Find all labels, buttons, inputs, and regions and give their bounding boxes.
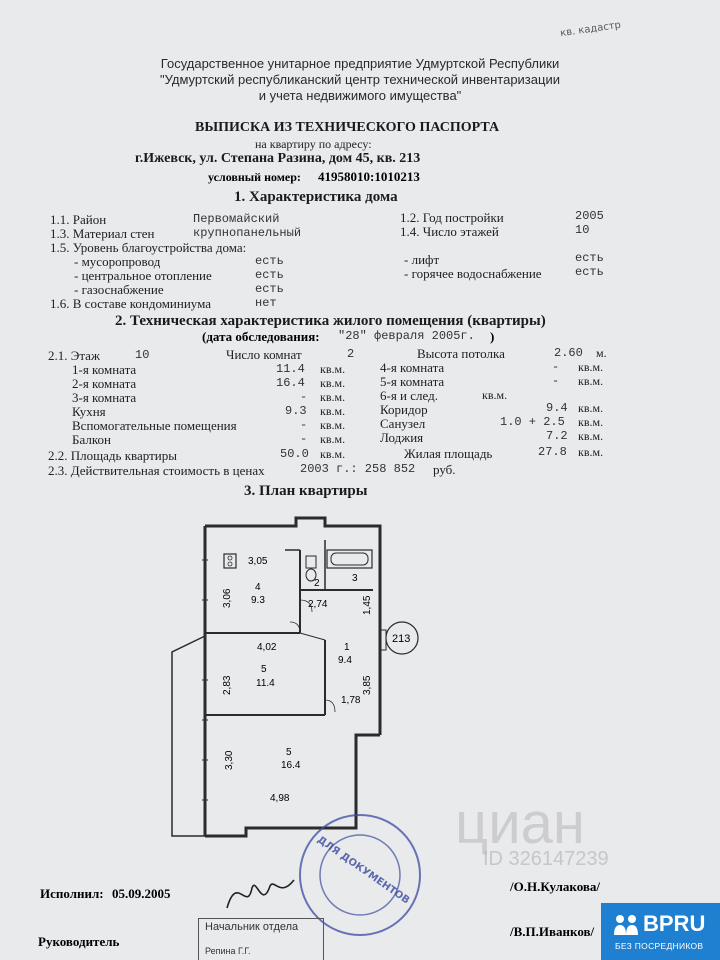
total-unit: кв.м. bbox=[320, 447, 346, 461]
ceiling-unit: м. bbox=[596, 346, 607, 360]
loggia-label: Лоджия bbox=[380, 430, 424, 445]
room1-value: 11.4 bbox=[276, 362, 305, 376]
floors-label: 1.4. Число этажей bbox=[400, 224, 499, 239]
room2-num: 2 bbox=[314, 578, 320, 589]
bpru-tagline: БЕЗ ПОСРЕДНИКОВ bbox=[615, 941, 704, 951]
room3-label: 3-я комната bbox=[72, 390, 137, 405]
survey-date: "28" февраля 2005г. bbox=[338, 329, 475, 343]
signature bbox=[222, 868, 302, 918]
garbage-value: есть bbox=[255, 254, 284, 268]
room1-label: 1-я комната bbox=[72, 362, 137, 377]
hotwater-value: есть bbox=[575, 265, 604, 279]
dim-305: 3,05 bbox=[248, 556, 268, 567]
kitchen-label: Кухня bbox=[72, 404, 106, 419]
corridor-unit: кв.м. bbox=[578, 401, 604, 415]
floor-value: 10 bbox=[135, 348, 150, 362]
condo-value: нет bbox=[255, 296, 277, 310]
hotwater-label: - горячее водоснабжение bbox=[404, 266, 542, 281]
survey-prefix: (дата обследования: bbox=[202, 329, 320, 344]
balcony-value: - bbox=[300, 432, 308, 446]
aux-label: Вспомогательные помещения bbox=[72, 418, 237, 433]
corridor-label: Коридор bbox=[380, 402, 428, 417]
living-label: Жилая площадь bbox=[404, 446, 493, 461]
watermark-id: ID 326147239 bbox=[483, 848, 609, 870]
total-value: 50.0 bbox=[280, 447, 309, 461]
cond-number-label: условный номер: bbox=[208, 170, 301, 184]
room5-label: 5-я комната bbox=[380, 374, 445, 389]
bpru-badge[interactable] bbox=[601, 903, 720, 960]
bath-unit: кв.м. bbox=[578, 415, 604, 429]
room1-area: 9.4 bbox=[338, 655, 352, 666]
room5a-num: 5 bbox=[261, 664, 267, 675]
wall-label: 1.3. Материал стен bbox=[50, 226, 155, 241]
heating-label: - центральное отопление bbox=[74, 268, 212, 283]
floor-label: 2.1. Этаж bbox=[48, 348, 100, 363]
wall-value: крупнопанельный bbox=[193, 226, 302, 240]
room6-label: 6-я и след. bbox=[380, 388, 438, 403]
room5-value: - bbox=[552, 374, 560, 388]
year-value: 2005 bbox=[575, 209, 604, 223]
cost-label: 2.3. Действительная стоимость в ценах bbox=[48, 463, 265, 478]
stamp-head: Начальник отдела bbox=[205, 921, 299, 933]
balcony-label: Балкон bbox=[72, 432, 111, 447]
living-unit: кв.м. bbox=[578, 445, 604, 459]
ceiling-value: 2.60 bbox=[554, 346, 583, 360]
kitchen-value: 9.3 bbox=[285, 404, 307, 418]
room2-unit: кв.м. bbox=[320, 376, 346, 390]
flat-number: 213 bbox=[392, 633, 411, 645]
dim-498: 4,98 bbox=[270, 793, 290, 804]
dim-330: 3,30 bbox=[224, 750, 235, 770]
watermark-logo: циан bbox=[455, 791, 585, 856]
section3-title: 3. План квартиры bbox=[244, 483, 368, 499]
rooms-value: 2 bbox=[347, 347, 355, 361]
dim-283: 2,83 bbox=[222, 675, 233, 695]
doc-address: г.Ижевск, ул. Степана Разина, дом 45, кв. 213 bbox=[135, 151, 421, 166]
room2-value: 16.4 bbox=[276, 376, 305, 390]
district-value: Первомайский bbox=[193, 212, 280, 226]
bath-label: Санузел bbox=[380, 416, 426, 431]
dim-306: 3,06 bbox=[222, 588, 233, 608]
living-value: 27.8 bbox=[538, 445, 567, 459]
survey-suffix: ) bbox=[490, 329, 495, 344]
balcony-unit: кв.м. bbox=[320, 432, 346, 446]
head-label: Руководитель bbox=[38, 934, 120, 949]
condo-label: 1.6. В составе кондоминиума bbox=[50, 296, 212, 311]
people-icon bbox=[613, 913, 639, 937]
kitchen-unit: кв.м. bbox=[320, 404, 346, 418]
doc-title: ВЫПИСКА ИЗ ТЕХНИЧЕСКОГО ПАСПОРТА bbox=[195, 120, 500, 135]
room5-unit: кв.м. bbox=[578, 374, 604, 388]
heating-value: есть bbox=[255, 268, 284, 282]
section2-title: 2. Техническая характеристика жилого помещения (квартиры) bbox=[115, 313, 546, 329]
lift-label: - лифт bbox=[404, 252, 440, 267]
room1-num: 1 bbox=[344, 642, 350, 653]
aux-value: - bbox=[300, 418, 308, 432]
head-name: /В.П.Иванков/ bbox=[510, 924, 595, 939]
ceiling-label: Высота потолка bbox=[417, 346, 505, 361]
floors-value: 10 bbox=[575, 223, 590, 237]
stamp-name: Репина Г.Г. bbox=[205, 946, 251, 956]
garbage-label: - мусоропровод bbox=[74, 254, 161, 269]
total-label: 2.2. Площадь квартиры bbox=[48, 448, 177, 463]
section1-title: 1. Характеристика дома bbox=[234, 189, 398, 205]
rooms-label: Число комнат bbox=[226, 347, 302, 362]
room5b-area: 16.4 bbox=[281, 760, 301, 771]
bath-value: 1.0 + 2.5 bbox=[500, 415, 565, 429]
room6-unit: кв.м. bbox=[482, 388, 508, 402]
dim-145: 1,45 bbox=[362, 595, 373, 615]
executed-label: Исполнил: bbox=[40, 886, 104, 901]
corridor-value: 9.4 bbox=[546, 401, 568, 415]
gas-label: - газоснабжение bbox=[74, 282, 164, 297]
executed-date: 05.09.2005 bbox=[112, 886, 171, 901]
org-line-3: и учета недвижимого имущества" bbox=[258, 88, 462, 103]
year-label: 1.2. Год постройки bbox=[400, 210, 504, 225]
room4-unit: кв.м. bbox=[578, 360, 604, 374]
room3-num: 3 bbox=[352, 573, 358, 584]
room3-unit: кв.м. bbox=[320, 390, 346, 404]
cost-unit: руб. bbox=[433, 462, 456, 477]
handwritten-note: кв. кадастр bbox=[559, 19, 622, 40]
dim-385: 3,85 bbox=[362, 675, 373, 695]
doc-subtitle: на квартиру по адресу: bbox=[255, 137, 372, 151]
dim-402: 4,02 bbox=[257, 642, 277, 653]
executor-name: /О.Н.Кулакова/ bbox=[510, 879, 601, 894]
cond-number: 41958010:1010213 bbox=[318, 169, 420, 184]
dim-274: 2,74 bbox=[308, 599, 328, 610]
room1-unit: кв.м. bbox=[320, 362, 346, 376]
district-label: 1.1. Район bbox=[50, 212, 107, 227]
cost-value: 2003 г.: 258 852 bbox=[300, 462, 416, 476]
amenities-label: 1.5. Уровень благоустройства дома: bbox=[50, 240, 247, 255]
room4-num: 4 bbox=[255, 582, 261, 593]
room5b-num: 5 bbox=[286, 747, 292, 758]
org-line-2: "Удмуртский республиканский центр технической инвентаризации bbox=[160, 72, 560, 87]
room4-value: - bbox=[552, 360, 560, 374]
org-line-1: Государственное унитарное предприятие Удмуртской Республики bbox=[160, 56, 560, 71]
floor-plan bbox=[160, 512, 440, 842]
aux-unit: кв.м. bbox=[320, 418, 346, 432]
room5a-area: 11.4 bbox=[256, 678, 275, 689]
stamp-text: ДЛЯ ДОКУМЕНТОВ bbox=[315, 834, 412, 907]
loggia-value: 7.2 bbox=[546, 429, 568, 443]
dim-178: 1,78 bbox=[341, 695, 361, 706]
room2-label: 2-я комната bbox=[72, 376, 137, 391]
room4-label: 4-я комната bbox=[380, 360, 445, 375]
gas-value: есть bbox=[255, 282, 284, 296]
room3-value: - bbox=[300, 390, 308, 404]
loggia-unit: кв.м. bbox=[578, 429, 604, 443]
lift-value: есть bbox=[575, 251, 604, 265]
room4-area: 9.3 bbox=[251, 595, 265, 606]
bpru-brand: BPRU bbox=[643, 911, 706, 936]
